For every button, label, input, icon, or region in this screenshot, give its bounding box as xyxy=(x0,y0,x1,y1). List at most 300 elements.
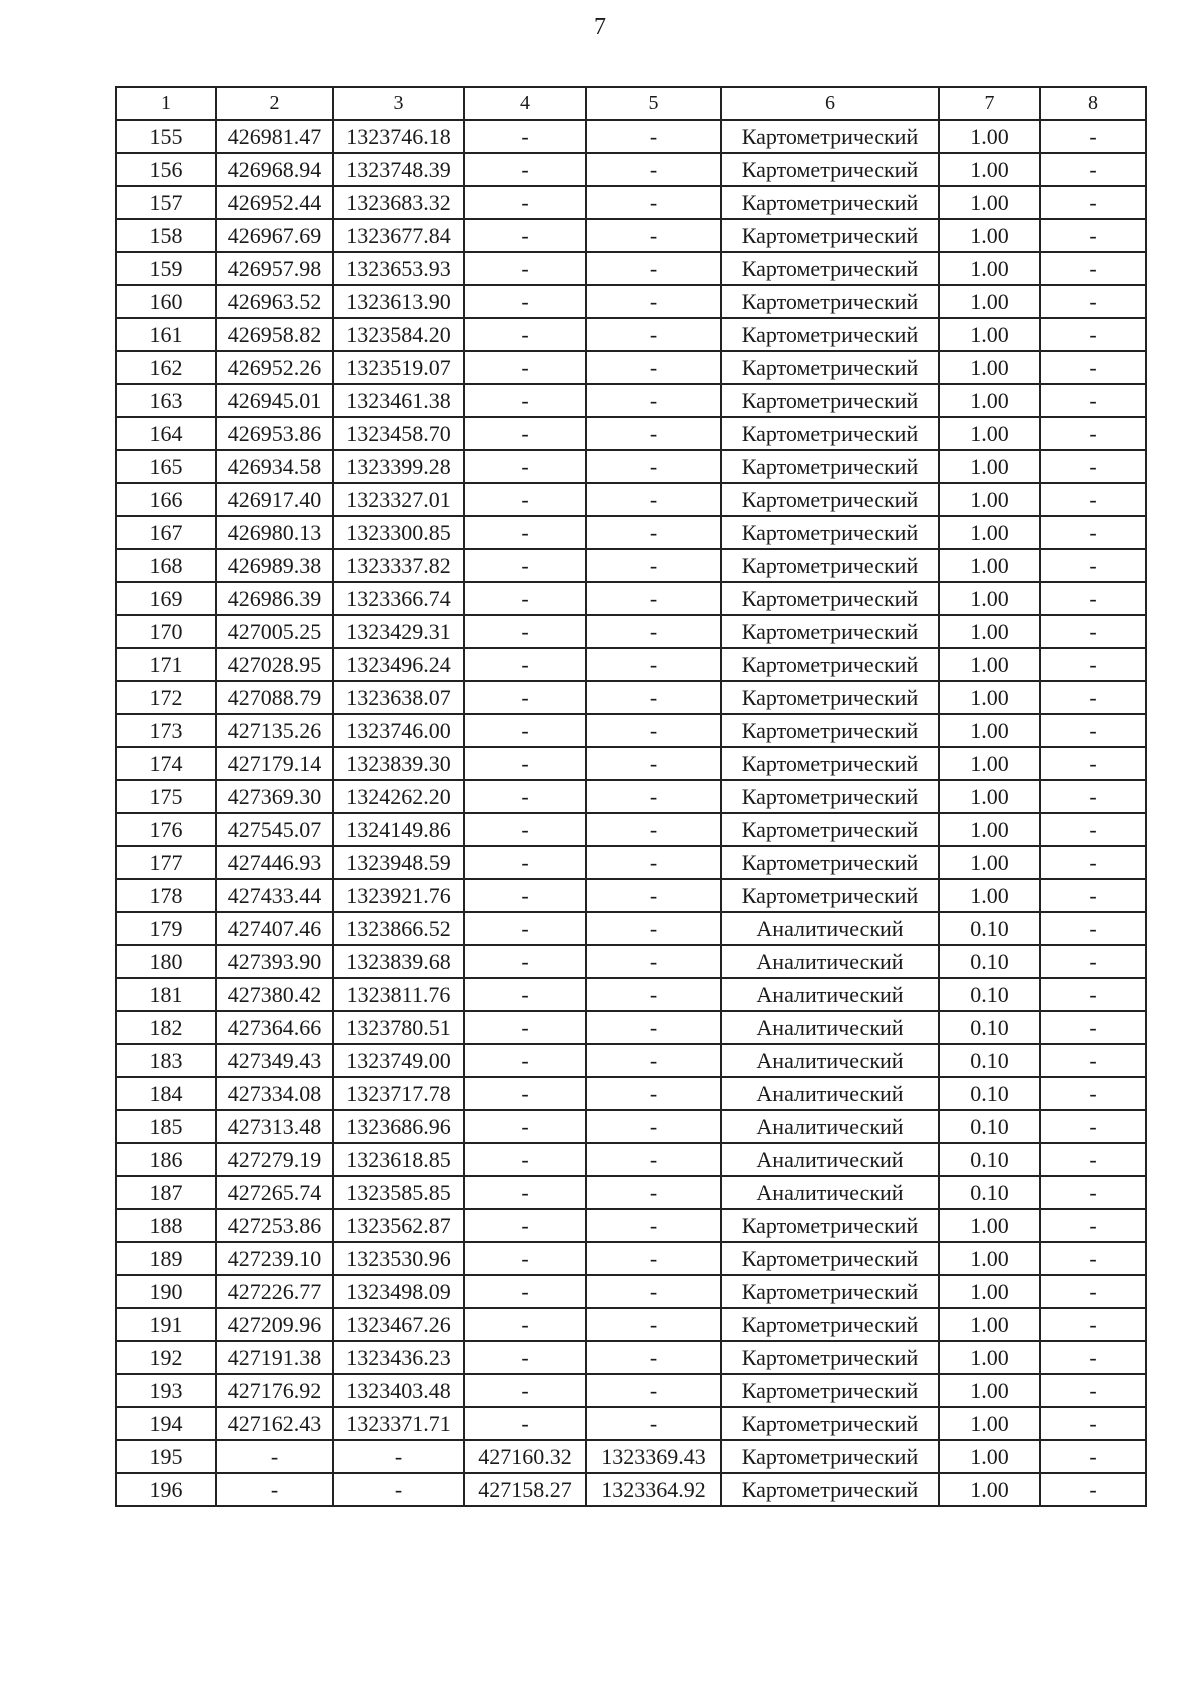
table-cell: 155 xyxy=(116,120,216,153)
table-cell: 0.10 xyxy=(939,1143,1040,1176)
table-cell: - xyxy=(1040,1044,1146,1077)
table-cell: - xyxy=(586,747,721,780)
table-cell: Картометрический xyxy=(721,219,939,252)
table-row xyxy=(116,1407,1146,1440)
table-cell: 167 xyxy=(116,516,216,549)
table-cell: - xyxy=(586,252,721,285)
table-cell: 1323686.96 xyxy=(333,1110,464,1143)
table-cell: 1323369.43 xyxy=(586,1440,721,1473)
table-cell: 1.00 xyxy=(939,582,1040,615)
table-row xyxy=(116,648,1146,681)
table-cell: 426989.38 xyxy=(216,549,333,582)
table-cell: 1323327.01 xyxy=(333,483,464,516)
table-cell: 426953.86 xyxy=(216,417,333,450)
table-cell: 427160.32 xyxy=(464,1440,586,1473)
table-cell: 0.10 xyxy=(939,945,1040,978)
table-cell: - xyxy=(464,1242,586,1275)
table-cell: 173 xyxy=(116,714,216,747)
table-cell: - xyxy=(464,1308,586,1341)
table-cell: - xyxy=(1040,747,1146,780)
table-cell: - xyxy=(1040,681,1146,714)
table-cell: Картометрический xyxy=(721,186,939,219)
table-cell: - xyxy=(1040,1374,1146,1407)
table-cell: Картометрический xyxy=(721,1374,939,1407)
table-cell: 426981.47 xyxy=(216,120,333,153)
table-cell: 192 xyxy=(116,1341,216,1374)
table-cell: - xyxy=(464,1209,586,1242)
table-cell: - xyxy=(464,1176,586,1209)
column-header: 4 xyxy=(464,87,586,120)
table-row xyxy=(116,879,1146,912)
table-cell: - xyxy=(586,186,721,219)
table-cell: 1323839.68 xyxy=(333,945,464,978)
table-cell: 427253.86 xyxy=(216,1209,333,1242)
table-cell: 427088.79 xyxy=(216,681,333,714)
table-cell: - xyxy=(1040,450,1146,483)
table-cell: 1.00 xyxy=(939,1242,1040,1275)
table-cell: 427135.26 xyxy=(216,714,333,747)
table-row xyxy=(116,978,1146,1011)
table-cell: 1323613.90 xyxy=(333,285,464,318)
table-cell: 1323436.23 xyxy=(333,1341,464,1374)
table-cell: Аналитический xyxy=(721,1110,939,1143)
table-cell: - xyxy=(586,1407,721,1440)
table-cell: 1.00 xyxy=(939,1407,1040,1440)
table-cell: 0.10 xyxy=(939,1077,1040,1110)
header-row xyxy=(116,87,1146,120)
table-cell: 427364.66 xyxy=(216,1011,333,1044)
table-cell: 1323498.09 xyxy=(333,1275,464,1308)
table-cell: - xyxy=(586,846,721,879)
table-cell: 163 xyxy=(116,384,216,417)
table-cell: - xyxy=(1040,978,1146,1011)
table-cell: 1.00 xyxy=(939,714,1040,747)
table-cell: 1.00 xyxy=(939,879,1040,912)
table-cell: 1.00 xyxy=(939,1275,1040,1308)
table-cell: - xyxy=(1040,318,1146,351)
table-cell: 426945.01 xyxy=(216,384,333,417)
table-cell: 426963.52 xyxy=(216,285,333,318)
table-cell: 1323780.51 xyxy=(333,1011,464,1044)
table-cell: - xyxy=(1040,582,1146,615)
table-cell: - xyxy=(1040,351,1146,384)
table-cell: - xyxy=(586,615,721,648)
table-cell: - xyxy=(464,417,586,450)
table-cell: - xyxy=(1040,1110,1146,1143)
table-cell: 1323530.96 xyxy=(333,1242,464,1275)
table-cell: - xyxy=(464,681,586,714)
table-row xyxy=(116,1473,1146,1506)
table-cell: 427369.30 xyxy=(216,780,333,813)
table-cell: - xyxy=(586,879,721,912)
table-cell: 194 xyxy=(116,1407,216,1440)
table-cell: 1323371.71 xyxy=(333,1407,464,1440)
table-cell: 187 xyxy=(116,1176,216,1209)
table-row xyxy=(116,516,1146,549)
table-cell: - xyxy=(464,120,586,153)
table-cell: - xyxy=(464,945,586,978)
table-cell: 183 xyxy=(116,1044,216,1077)
table-cell: - xyxy=(1040,516,1146,549)
table-cell: - xyxy=(464,1374,586,1407)
table-cell: 1.00 xyxy=(939,780,1040,813)
table-cell: - xyxy=(464,351,586,384)
table-row xyxy=(116,1077,1146,1110)
coordinates-table xyxy=(115,86,1147,1507)
table-cell: - xyxy=(1040,1242,1146,1275)
table-cell: Картометрический xyxy=(721,714,939,747)
table-row xyxy=(116,417,1146,450)
table-cell: Картометрический xyxy=(721,1407,939,1440)
table-cell: Картометрический xyxy=(721,252,939,285)
table-row xyxy=(116,1440,1146,1473)
table-cell: - xyxy=(464,912,586,945)
table-cell: 426957.98 xyxy=(216,252,333,285)
table-cell: - xyxy=(1040,1308,1146,1341)
table-cell: 185 xyxy=(116,1110,216,1143)
table-cell: - xyxy=(586,384,721,417)
table-cell: - xyxy=(586,1110,721,1143)
table-cell: Картометрический xyxy=(721,582,939,615)
table-cell: 171 xyxy=(116,648,216,681)
table-cell: - xyxy=(464,1143,586,1176)
table-cell: 1323748.39 xyxy=(333,153,464,186)
table-cell: Аналитический xyxy=(721,1044,939,1077)
table-row xyxy=(116,1176,1146,1209)
table-cell: 160 xyxy=(116,285,216,318)
table-cell: 1323461.38 xyxy=(333,384,464,417)
table-cell: - xyxy=(586,417,721,450)
table-cell: 175 xyxy=(116,780,216,813)
page-number: 7 xyxy=(594,14,606,40)
table-cell: 1324262.20 xyxy=(333,780,464,813)
table-cell: - xyxy=(586,549,721,582)
table-row xyxy=(116,1110,1146,1143)
column-header: 7 xyxy=(939,87,1040,120)
table-cell: 427005.25 xyxy=(216,615,333,648)
table-cell: 1323300.85 xyxy=(333,516,464,549)
table-cell: Картометрический xyxy=(721,516,939,549)
table-cell: - xyxy=(333,1440,464,1473)
table-cell: 1.00 xyxy=(939,384,1040,417)
table-row xyxy=(116,1044,1146,1077)
table-cell: - xyxy=(464,1077,586,1110)
table-cell: 1323746.18 xyxy=(333,120,464,153)
table-cell: 176 xyxy=(116,813,216,846)
table-row xyxy=(116,384,1146,417)
table-cell: - xyxy=(586,1374,721,1407)
table-cell: Картометрический xyxy=(721,384,939,417)
table-cell: - xyxy=(1040,417,1146,450)
table-cell: 182 xyxy=(116,1011,216,1044)
table-cell: Картометрический xyxy=(721,648,939,681)
table-row xyxy=(116,252,1146,285)
table-cell: Картометрический xyxy=(721,1473,939,1506)
table-row xyxy=(116,1242,1146,1275)
table-cell: 161 xyxy=(116,318,216,351)
table-cell: 159 xyxy=(116,252,216,285)
table-cell: - xyxy=(464,879,586,912)
table-row xyxy=(116,747,1146,780)
table-cell: 1.00 xyxy=(939,549,1040,582)
table-cell: 180 xyxy=(116,945,216,978)
table-row xyxy=(116,714,1146,747)
table-cell: - xyxy=(586,582,721,615)
table-row xyxy=(116,483,1146,516)
table-cell: - xyxy=(1040,1176,1146,1209)
table-cell: Картометрический xyxy=(721,1440,939,1473)
table-cell: 1323948.59 xyxy=(333,846,464,879)
table-body xyxy=(116,120,1146,1506)
table-cell: 427191.38 xyxy=(216,1341,333,1374)
table-cell: Картометрический xyxy=(721,351,939,384)
table-cell: - xyxy=(586,285,721,318)
table-cell: 427407.46 xyxy=(216,912,333,945)
table-cell: - xyxy=(586,1341,721,1374)
table-cell: Картометрический xyxy=(721,813,939,846)
table-cell: - xyxy=(1040,945,1146,978)
table-cell: 1323399.28 xyxy=(333,450,464,483)
table-cell: 427209.96 xyxy=(216,1308,333,1341)
table-cell: 426967.69 xyxy=(216,219,333,252)
table-row xyxy=(116,945,1146,978)
table-cell: - xyxy=(464,450,586,483)
table-cell: 1.00 xyxy=(939,813,1040,846)
table-cell: - xyxy=(1040,813,1146,846)
table-cell: - xyxy=(216,1440,333,1473)
table-cell: 1.00 xyxy=(939,846,1040,879)
table-cell: 169 xyxy=(116,582,216,615)
table-cell: - xyxy=(464,1407,586,1440)
table-cell: 191 xyxy=(116,1308,216,1341)
table-cell: - xyxy=(586,1143,721,1176)
table-cell: - xyxy=(464,714,586,747)
table-row xyxy=(116,120,1146,153)
table-cell: - xyxy=(586,351,721,384)
table-cell: - xyxy=(464,186,586,219)
table-cell: Аналитический xyxy=(721,912,939,945)
table-cell: Картометрический xyxy=(721,483,939,516)
table-cell: - xyxy=(464,1341,586,1374)
table-cell: Картометрический xyxy=(721,450,939,483)
table-cell: - xyxy=(464,1275,586,1308)
table-cell: Картометрический xyxy=(721,846,939,879)
table-cell: - xyxy=(1040,879,1146,912)
table-cell: - xyxy=(586,648,721,681)
table-cell: - xyxy=(586,1044,721,1077)
table-cell: 1323496.24 xyxy=(333,648,464,681)
table-cell: Аналитический xyxy=(721,1176,939,1209)
table-row xyxy=(116,681,1146,714)
table-cell: - xyxy=(1040,549,1146,582)
table-cell: 427239.10 xyxy=(216,1242,333,1275)
table-cell: Картометрический xyxy=(721,1341,939,1374)
table-cell: 426958.82 xyxy=(216,318,333,351)
table-cell: Аналитический xyxy=(721,978,939,1011)
table-cell: - xyxy=(464,813,586,846)
table-cell: 1323653.93 xyxy=(333,252,464,285)
table-cell: 1323467.26 xyxy=(333,1308,464,1341)
table-cell: Аналитический xyxy=(721,945,939,978)
column-header: 6 xyxy=(721,87,939,120)
table-cell: 427265.74 xyxy=(216,1176,333,1209)
table-cell: 427028.95 xyxy=(216,648,333,681)
table-cell: - xyxy=(1040,846,1146,879)
table-row xyxy=(116,1143,1146,1176)
table-cell: 1323717.78 xyxy=(333,1077,464,1110)
table-cell: Картометрический xyxy=(721,1242,939,1275)
table-cell: 174 xyxy=(116,747,216,780)
table-cell: - xyxy=(464,1011,586,1044)
table-cell: 426968.94 xyxy=(216,153,333,186)
table-row xyxy=(116,219,1146,252)
table-cell: Аналитический xyxy=(721,1011,939,1044)
table-cell: - xyxy=(464,582,586,615)
table-row xyxy=(116,549,1146,582)
table-cell: 0.10 xyxy=(939,1110,1040,1143)
table-cell: - xyxy=(464,615,586,648)
table-cell: - xyxy=(586,978,721,1011)
table-cell: 426986.39 xyxy=(216,582,333,615)
table-cell: - xyxy=(1040,285,1146,318)
table-cell: 1323749.00 xyxy=(333,1044,464,1077)
column-header: 8 xyxy=(1040,87,1146,120)
table-cell: - xyxy=(1040,1209,1146,1242)
table-cell: 156 xyxy=(116,153,216,186)
table-row xyxy=(116,1341,1146,1374)
table-cell: 1.00 xyxy=(939,153,1040,186)
table-cell: 1.00 xyxy=(939,681,1040,714)
table-cell: - xyxy=(586,1011,721,1044)
table-cell: Картометрический xyxy=(721,615,939,648)
table-cell: - xyxy=(1040,1077,1146,1110)
table-cell: - xyxy=(464,483,586,516)
table-cell: 157 xyxy=(116,186,216,219)
table-cell: 427279.19 xyxy=(216,1143,333,1176)
table-cell: - xyxy=(1040,1341,1146,1374)
table-cell: 0.10 xyxy=(939,1176,1040,1209)
table-row xyxy=(116,1308,1146,1341)
table-cell: 427349.43 xyxy=(216,1044,333,1077)
table-cell: 1323458.70 xyxy=(333,417,464,450)
table-row xyxy=(116,450,1146,483)
table-cell: - xyxy=(464,318,586,351)
table-cell: - xyxy=(1040,219,1146,252)
table-cell: 427380.42 xyxy=(216,978,333,1011)
table-cell: 426934.58 xyxy=(216,450,333,483)
table-cell: 427226.77 xyxy=(216,1275,333,1308)
table-cell: 1323811.76 xyxy=(333,978,464,1011)
table-cell: 0.10 xyxy=(939,1044,1040,1077)
table-cell: 426980.13 xyxy=(216,516,333,549)
table-cell: 1.00 xyxy=(939,417,1040,450)
table-cell: - xyxy=(586,681,721,714)
table-cell: 1323366.74 xyxy=(333,582,464,615)
table-cell: 0.10 xyxy=(939,912,1040,945)
table-cell: 1323403.48 xyxy=(333,1374,464,1407)
table-cell: - xyxy=(464,648,586,681)
table-cell: 1323618.85 xyxy=(333,1143,464,1176)
table-cell: 1323677.84 xyxy=(333,219,464,252)
table-row xyxy=(116,846,1146,879)
column-header: 5 xyxy=(586,87,721,120)
table-cell: - xyxy=(586,1176,721,1209)
table-cell: 1323638.07 xyxy=(333,681,464,714)
table-cell: - xyxy=(1040,1275,1146,1308)
table-cell: 1.00 xyxy=(939,648,1040,681)
table-cell: 1.00 xyxy=(939,1341,1040,1374)
table-cell: Картометрический xyxy=(721,285,939,318)
table-cell: 168 xyxy=(116,549,216,582)
table-cell: - xyxy=(1040,1473,1146,1506)
table-row xyxy=(116,318,1146,351)
table-cell: 1.00 xyxy=(939,450,1040,483)
table-cell: - xyxy=(464,846,586,879)
table-cell: 177 xyxy=(116,846,216,879)
table-cell: 427179.14 xyxy=(216,747,333,780)
table-cell: - xyxy=(464,549,586,582)
table-cell: 1.00 xyxy=(939,252,1040,285)
table-cell: - xyxy=(586,1242,721,1275)
table-cell: - xyxy=(1040,186,1146,219)
column-header: 3 xyxy=(333,87,464,120)
table-cell: 158 xyxy=(116,219,216,252)
table-cell: - xyxy=(464,1044,586,1077)
table-cell: 1.00 xyxy=(939,483,1040,516)
table-cell: - xyxy=(1040,912,1146,945)
table-cell: 427446.93 xyxy=(216,846,333,879)
table-cell: 1.00 xyxy=(939,747,1040,780)
table-cell: 1323519.07 xyxy=(333,351,464,384)
table-cell: Картометрический xyxy=(721,1308,939,1341)
table-cell: Аналитический xyxy=(721,1077,939,1110)
table-cell: - xyxy=(464,252,586,285)
table-cell: 164 xyxy=(116,417,216,450)
table-cell: 427334.08 xyxy=(216,1077,333,1110)
table-cell: 426952.26 xyxy=(216,351,333,384)
table-cell: 1.00 xyxy=(939,219,1040,252)
table-row xyxy=(116,1209,1146,1242)
table-cell: 1.00 xyxy=(939,615,1040,648)
table-cell: 1.00 xyxy=(939,1473,1040,1506)
table-cell: 184 xyxy=(116,1077,216,1110)
table-cell: - xyxy=(1040,780,1146,813)
table-cell: - xyxy=(586,813,721,846)
table-cell: Картометрический xyxy=(721,681,939,714)
table-cell: - xyxy=(586,1077,721,1110)
table-cell: 1.00 xyxy=(939,516,1040,549)
table-cell: - xyxy=(464,384,586,417)
table-cell: 1324149.86 xyxy=(333,813,464,846)
table-cell: 1323584.20 xyxy=(333,318,464,351)
table-cell: 1323364.92 xyxy=(586,1473,721,1506)
table-cell: 0.10 xyxy=(939,1011,1040,1044)
table-cell: - xyxy=(586,219,721,252)
table-cell: Картометрический xyxy=(721,747,939,780)
table-cell: 1323746.00 xyxy=(333,714,464,747)
table-row xyxy=(116,780,1146,813)
table-cell: 1.00 xyxy=(939,1209,1040,1242)
table-row xyxy=(116,813,1146,846)
table-cell: 1323683.32 xyxy=(333,186,464,219)
table-cell: - xyxy=(586,318,721,351)
table-cell: - xyxy=(464,516,586,549)
table-cell: - xyxy=(586,780,721,813)
table-cell: 1.00 xyxy=(939,1440,1040,1473)
table-cell: - xyxy=(464,285,586,318)
table-cell: - xyxy=(1040,252,1146,285)
table-cell: 189 xyxy=(116,1242,216,1275)
